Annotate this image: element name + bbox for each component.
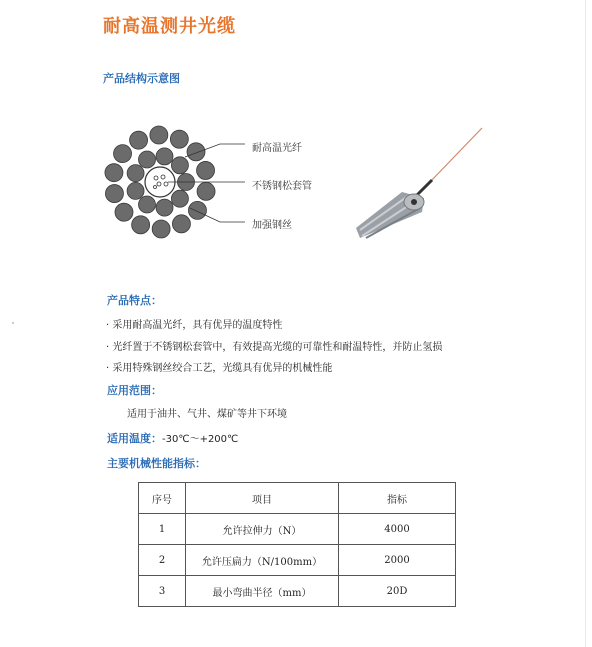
steel-wire bbox=[187, 143, 205, 161]
callout-fiber: 耐高温光纤 bbox=[252, 143, 302, 154]
steel-wire bbox=[197, 182, 215, 200]
features-heading: 产品特点： bbox=[107, 294, 162, 307]
steel-wire bbox=[132, 216, 150, 234]
steel-wire bbox=[152, 220, 170, 238]
column-header: 序号 bbox=[139, 483, 186, 514]
steel-wire bbox=[171, 157, 188, 174]
temperature-value: -30℃～+200℃ bbox=[162, 434, 239, 445]
steel-wire bbox=[188, 201, 206, 219]
table-row bbox=[139, 545, 456, 576]
cable-body bbox=[356, 192, 424, 238]
table-cell: 最小弯曲半径（mm） bbox=[186, 576, 339, 607]
steel-wire bbox=[150, 126, 168, 144]
application-heading: 应用范围： bbox=[107, 384, 162, 397]
steel-wire bbox=[139, 196, 156, 213]
feature-item-2: · 光纤置于不锈钢松套管中，有效提高光缆的可靠性和耐温特性，并防止氢损 bbox=[106, 342, 443, 353]
page-edge bbox=[585, 0, 586, 647]
column-header: 项目 bbox=[186, 483, 339, 514]
table-cell: 4000 bbox=[339, 514, 456, 545]
table-row bbox=[139, 576, 456, 607]
feature-item-1: · 采用耐高温光纤，具有优异的温度特性 bbox=[106, 320, 283, 331]
temperature-label: 适用温度： bbox=[107, 432, 162, 445]
steel-wire bbox=[170, 130, 188, 148]
mechanical-heading: 主要机械性能指标： bbox=[107, 457, 206, 470]
table-cell: 2 bbox=[139, 545, 186, 576]
steel-wire bbox=[172, 215, 190, 233]
table-cell: 3 bbox=[139, 576, 186, 607]
table-header-row bbox=[139, 483, 456, 514]
table-row bbox=[139, 514, 456, 545]
application-text: 适用于油井、气井、煤矿等井下环境 bbox=[127, 409, 287, 420]
steel-wire bbox=[130, 131, 148, 149]
cross-section-diagram bbox=[100, 120, 360, 245]
structure-heading: 产品结构示意图 bbox=[103, 72, 180, 85]
callout-steel: 加强钢丝 bbox=[252, 220, 292, 231]
scan-speck bbox=[12, 322, 14, 324]
cable-illustration bbox=[352, 120, 492, 245]
feature-item-3: · 采用特殊钢丝绞合工艺，光缆具有优异的机械性能 bbox=[106, 363, 333, 374]
column-header: 指标 bbox=[339, 483, 456, 514]
temperature-line bbox=[107, 430, 238, 446]
steel-wire bbox=[105, 164, 123, 182]
steel-wire bbox=[139, 151, 156, 168]
table-cell: 允许拉伸力（N） bbox=[186, 514, 339, 545]
table-cell: 20D bbox=[339, 576, 456, 607]
steel-wire bbox=[127, 182, 144, 199]
table-cell: 允许压扁力（N/100mm） bbox=[186, 545, 339, 576]
table-cell: 1 bbox=[139, 514, 186, 545]
steel-wire bbox=[105, 185, 123, 203]
steel-wire bbox=[127, 165, 144, 182]
steel-wire bbox=[115, 203, 133, 221]
page-title: 耐高温测井光缆 bbox=[103, 16, 236, 37]
steel-wire bbox=[197, 161, 215, 179]
steel-wire bbox=[156, 148, 173, 165]
steel-wire bbox=[156, 199, 173, 216]
steel-wire bbox=[114, 145, 132, 163]
fiber-strand bbox=[430, 128, 482, 182]
specs-table bbox=[138, 482, 456, 607]
table-cell: 2000 bbox=[339, 545, 456, 576]
steel-wire bbox=[171, 190, 188, 207]
callout-tube: 不锈钢松套管 bbox=[252, 181, 312, 192]
